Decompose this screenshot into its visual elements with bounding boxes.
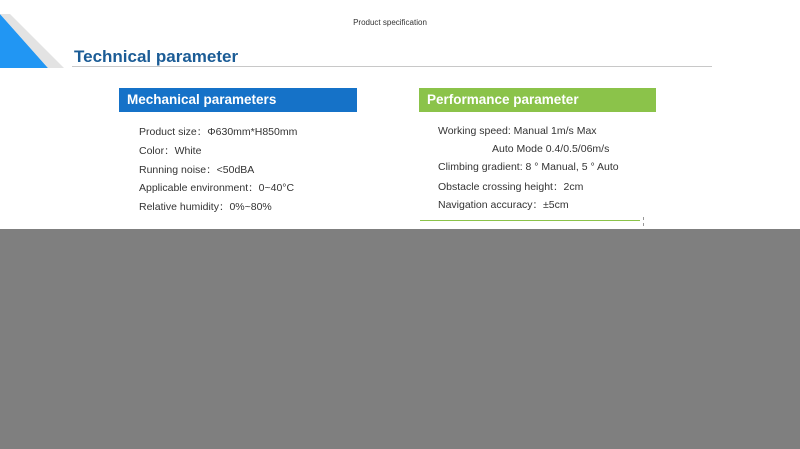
- corner-decoration: [0, 0, 64, 68]
- performance-bottom-divider: [420, 220, 644, 221]
- performance-parameter-heading: Performance parameter: [419, 88, 656, 112]
- spec-applicable-environment: Applicable environment：0~40°C: [139, 182, 295, 194]
- spec-working-speed: Working speed: Manual 1m/s Max: [438, 125, 597, 137]
- mechanical-parameters-heading: Mechanical parameters: [119, 88, 357, 112]
- spec-running-noise: Running noise：<50dBA: [139, 164, 255, 176]
- selection-handle-mark: [643, 217, 644, 220]
- selection-handle-mark: [643, 223, 644, 226]
- page-header-label: Product specification: [353, 18, 427, 27]
- section-title: Technical parameter: [74, 47, 239, 66]
- spec-obstacle-crossing: Obstacle crossing height：2cm: [438, 181, 584, 193]
- spec-product-size: Product size：Φ630mm*H850mm: [139, 126, 298, 138]
- title-divider: [72, 66, 712, 67]
- spec-color: Color：White: [139, 145, 202, 157]
- slide-edge-strip: [640, 215, 652, 229]
- spec-climbing-gradient: Climbing gradient: 8 ° Manual, 5 ° Auto: [438, 161, 619, 173]
- spec-auto-mode: Auto Mode 0.4/0.5/06m/s: [492, 143, 610, 155]
- spec-navigation-accuracy: Navigation accuracy：±5cm: [438, 199, 569, 211]
- spec-relative-humidity: Relative humidity：0%~80%: [139, 201, 272, 213]
